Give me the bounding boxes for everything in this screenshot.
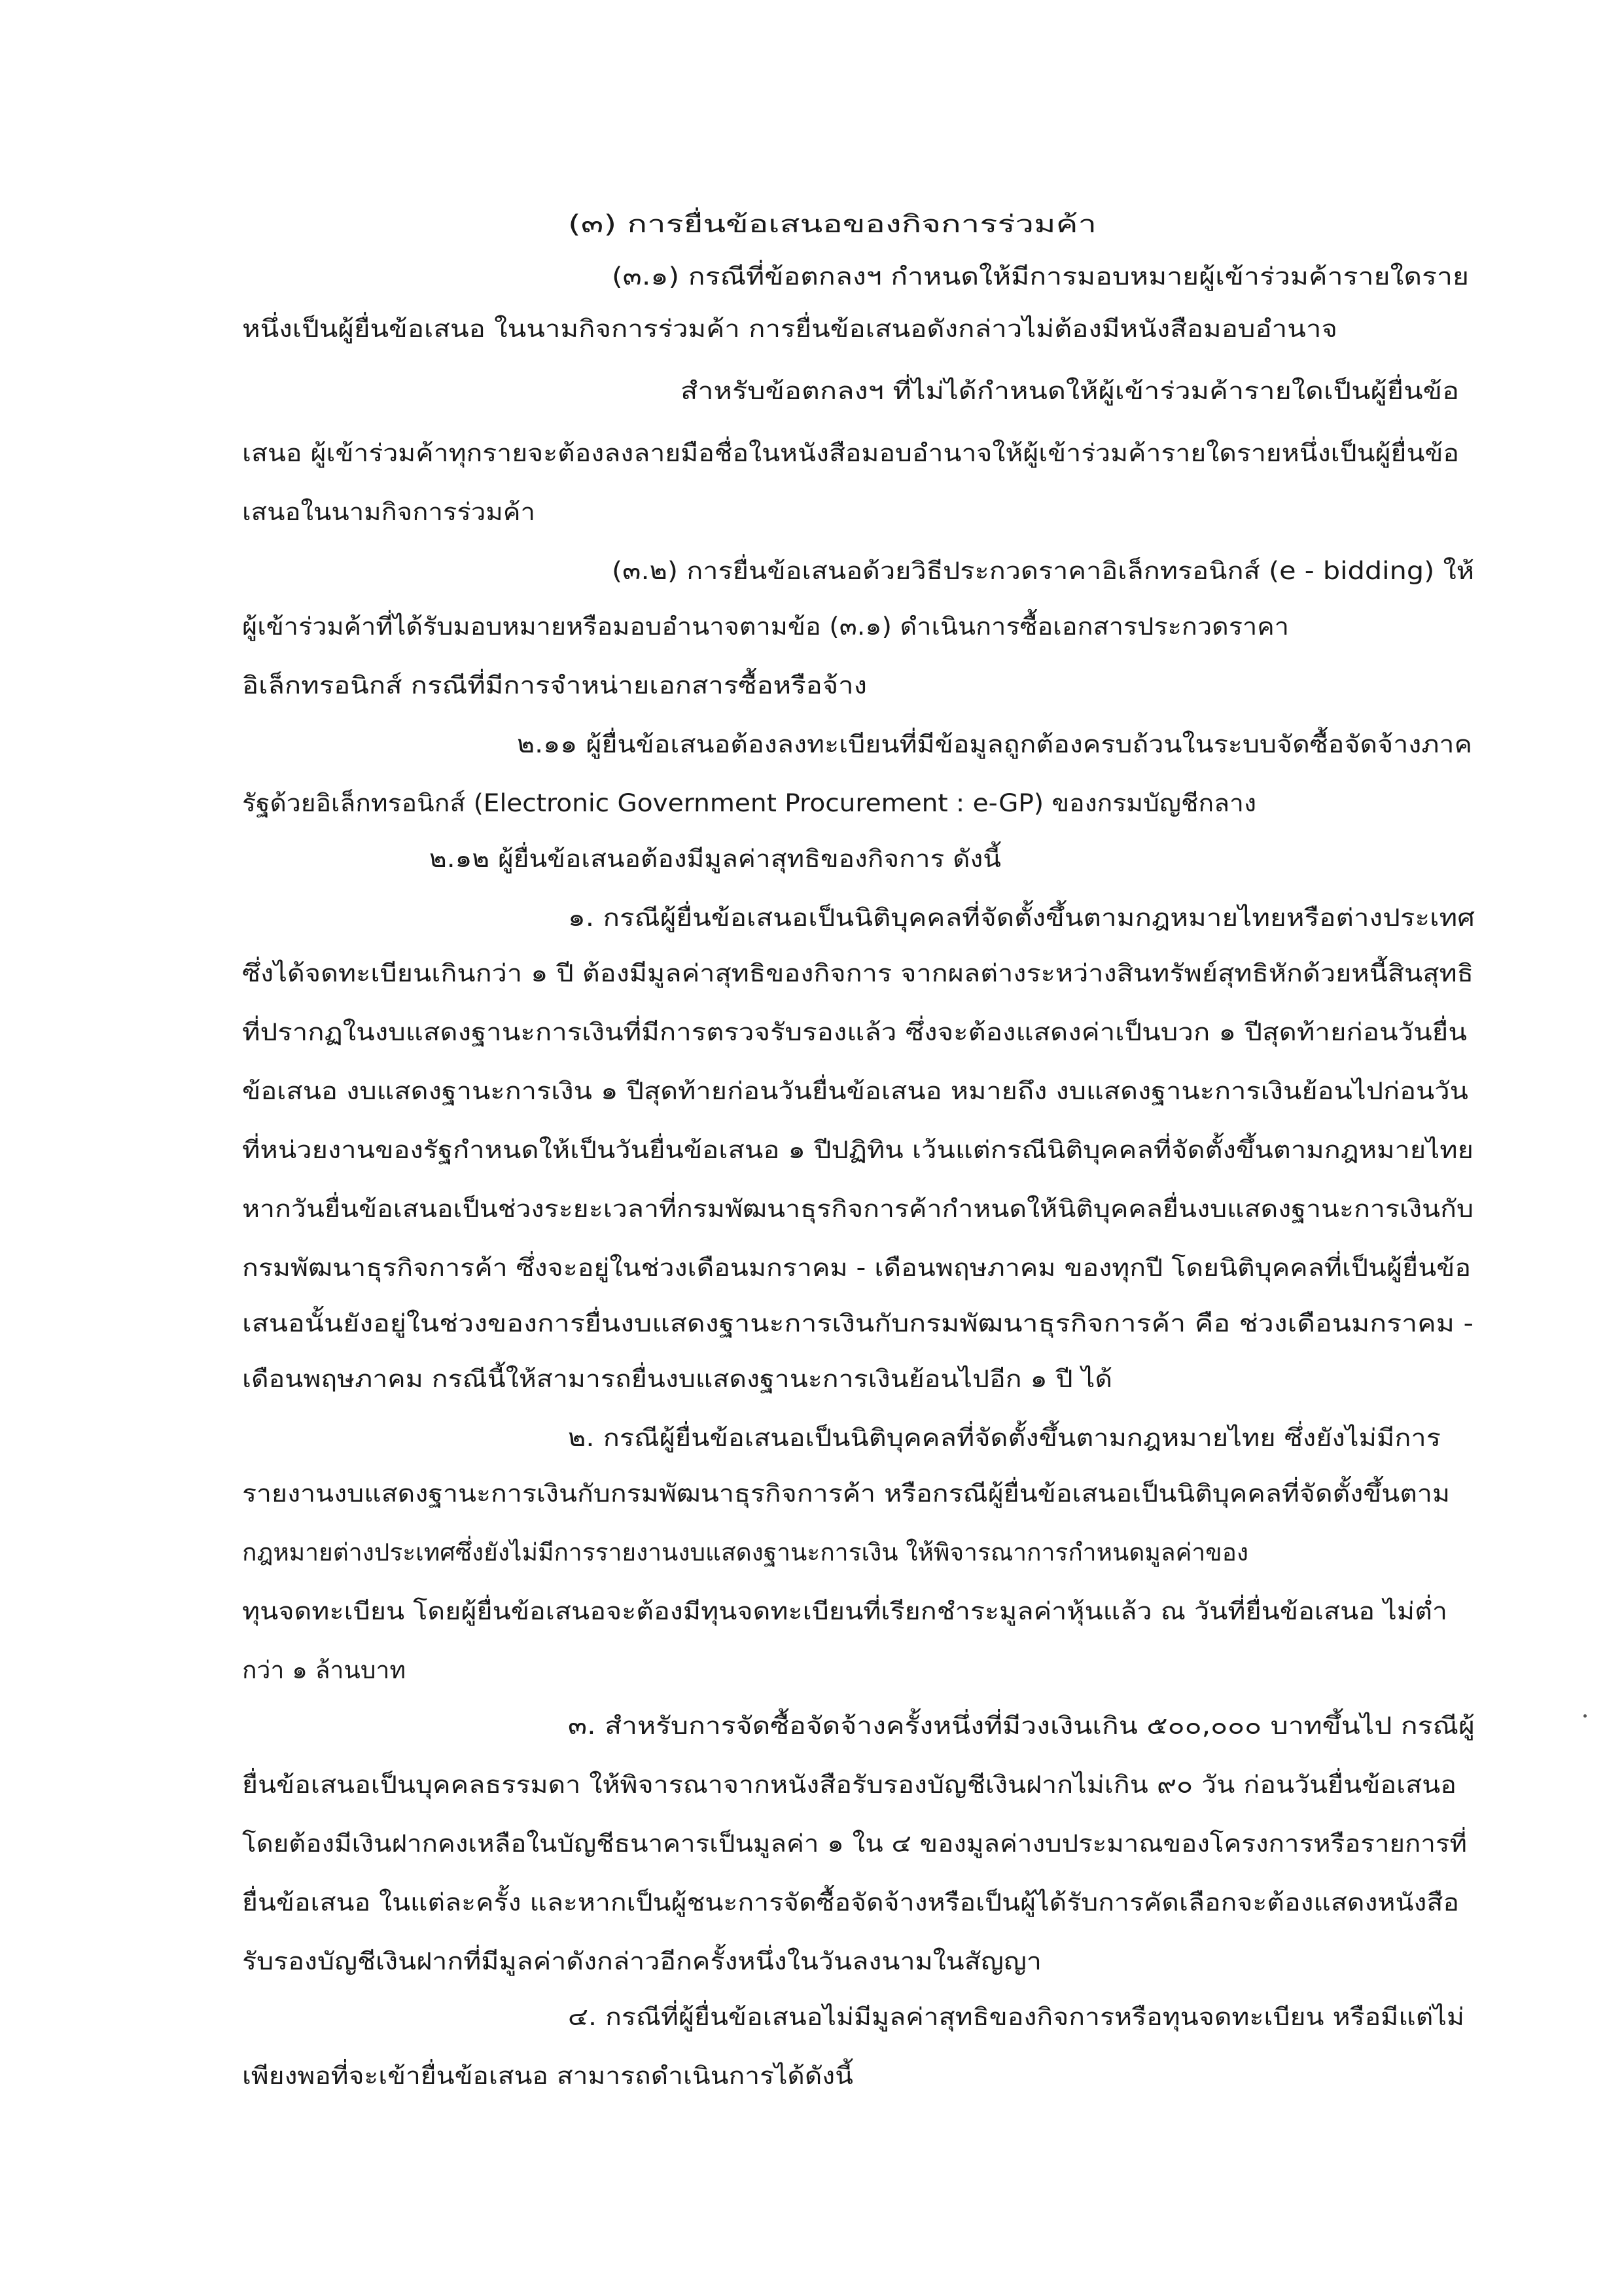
section-3-heading: (๓) การยื่นข้อเสนอของกิจการร่วมค้า xyxy=(568,210,1097,238)
item-3-line-4: ยื่นข้อเสนอ ในแต่ละครั้ง และหากเป็นผู้ชนะการจัดซื้อจัดจ้างหรือเป็นผู้ได้รับการคัดเลือกจะต้องแสดงหนังสือ xyxy=(242,1888,1459,1916)
clause-2-11-line-1: ๒.๑๑ ผู้ยื่นข้อเสนอต้องลงทะเบียนที่มีข้อมูลถูกต้องครบถ้วนในระบบจัดซื้อจัดจ้างภาค xyxy=(517,730,1472,758)
item-1-line-7: กรมพัฒนาธุรกิจการค้า ซึ่งจะอยู่ในช่วงเดือนมกราคม - เดือนพฤษภาคม ของทุกปี โดยนิติบุคคลที่เป็นผู้ยื่นข้อ xyxy=(242,1254,1471,1282)
item-3-line-2: ยื่นข้อเสนอเป็นบุคคลธรรมดา ให้พิจารณาจากหนังสือรับรองบัญชีเงินฝากไม่เกิน ๙๐ วัน ก่อนวันยื่นข้อเสนอ xyxy=(242,1771,1456,1799)
item-2-line-1: ๒. กรณีผู้ยื่นข้อเสนอเป็นนิติบุคคลที่จัดตั้งขึ้นตามกฎหมายไทย ซึ่งยังไม่มีการ xyxy=(568,1424,1441,1452)
item-2-line-3: กฎหมายต่างประเทศซึ่งยังไม่มีการรายงานงบแสดงฐานะการเงิน ให้พิจารณาการกำหนดมูลค่าของ xyxy=(242,1538,1248,1566)
clause-3-2-line-3: อิเล็กทรอนิกส์ กรณีที่มีการจำหน่ายเอกสารซื้อหรือจ้าง xyxy=(242,671,867,699)
item-4-line-2: เพียงพอที่จะเข้ายื่นข้อเสนอ สามารถดำเนินการได้ดังนี้ xyxy=(242,2062,853,2090)
clause-2-11-line-2: รัฐด้วยอิเล็กทรอนิกส์ (Electronic Government Procurement : e-GP) ของกรมบัญชีกลาง xyxy=(242,789,1256,817)
clause-3-1-line-5: เสนอในนามกิจการร่วมค้า xyxy=(242,498,535,526)
item-3-line-3: โดยต้องมีเงินฝากคงเหลือในบัญชีธนาคารเป็นมูลค่า ๑ ใน ๔ ของมูลค่างบประมาณของโครงการหรือรายการที่ xyxy=(242,1829,1467,1858)
item-2-line-2: รายงานงบแสดงฐานะการเงินกับกรมพัฒนาธุรกิจการค้า หรือกรณีผู้ยื่นข้อเสนอเป็นนิติบุคคลที่จัดตั้งขึ้นตาม xyxy=(242,1479,1450,1508)
clause-3-1-line-4: เสนอ ผู้เข้าร่วมค้าทุกรายจะต้องลงลายมือชื่อในหนังสือมอบอำนาจให้ผู้เข้าร่วมค้ารายใดรายหนึ่งเป็นผู้ยื่นข้อ xyxy=(242,439,1459,467)
item-1-line-3: ที่ปรากฏในงบแสดงฐานะการเงินที่มีการตรวจรับรองแล้ว ซึ่งจะต้องแสดงค่าเป็นบวก ๑ ปีสุดท้ายก่อนวันยื่น xyxy=(242,1018,1467,1046)
item-1-line-6: หากวันยื่นข้อเสนอเป็นช่วงระยะเวลาที่กรมพัฒนาธุรกิจการค้ากำหนดให้นิติบุคคลยื่นงบแสดงฐานะการเงินกับ xyxy=(242,1195,1474,1223)
item-1-line-9: เดือนพฤษภาคม กรณีนี้ให้สามารถยื่นงบแสดงฐานะการเงินย้อนไปอีก ๑ ปี ได้ xyxy=(242,1365,1112,1393)
item-3-line-1: ๓. สำหรับการจัดซื้อจัดจ้างครั้งหนึ่งที่มีวงเงินเกิน ๕๐๐,๐๐๐ บาทขึ้นไป กรณีผู้ xyxy=(568,1712,1475,1740)
item-2-line-4: ทุนจดทะเบียน โดยผู้ยื่นข้อเสนอจะต้องมีทุนจดทะเบียนที่เรียกชำระมูลค่าหุ้นแล้ว ณ วันที่ยื่นข้อเสนอ ไม่ต่ำ xyxy=(242,1597,1447,1625)
item-1-line-1: ๑. กรณีผู้ยื่นข้อเสนอเป็นนิติบุคคลที่จัดตั้งขึ้นตามกฎหมายไทยหรือต่างประเทศ xyxy=(568,904,1475,932)
item-1-line-4: ข้อเสนอ งบแสดงฐานะการเงิน ๑ ปีสุดท้ายก่อนวันยื่นข้อเสนอ หมายถึง งบแสดงฐานะการเงินย้อนไปก่อนวัน xyxy=(242,1077,1468,1105)
item-4-line-1: ๔. กรณีที่ผู้ยื่นข้อเสนอไม่มีมูลค่าสุทธิของกิจการหรือทุนจดทะเบียน หรือมีแต่ไม่ xyxy=(568,2003,1464,2031)
item-3-line-5: รับรองบัญชีเงินฝากที่มีมูลค่าดังกล่าวอีกครั้งหนึ่งในวันลงนามในสัญญา xyxy=(242,1947,1042,1975)
clause-3-2-line-1: (๓.๒) การยื่นข้อเสนอด้วยวิธีประกวดราคาอิเล็กทรอนิกส์ (e - bidding) ให้ xyxy=(612,557,1474,585)
scan-speck xyxy=(1583,1714,1587,1718)
clause-3-1-line-1: (๓.๑) กรณีที่ข้อตกลงฯ กำหนดให้มีการมอบหมายผู้เข้าร่วมค้ารายใดราย xyxy=(612,262,1469,291)
item-1-line-8: เสนอนั้นยังอยู่ในช่วงของการยื่นงบแสดงฐานะการเงินกับกรมพัฒนาธุรกิจการค้า คือ ช่วงเดือนมกราคม - xyxy=(242,1309,1474,1337)
clause-3-1-line-2: หนึ่งเป็นผู้ยื่นข้อเสนอ ในนามกิจการร่วมค้า การยื่นข้อเสนอดังกล่าวไม่ต้องมีหนังสือมอบอำนาจ xyxy=(242,315,1337,343)
clause-3-2-line-2: ผู้เข้าร่วมค้าที่ได้รับมอบหมายหรือมอบอำนาจตามข้อ (๓.๑) ดำเนินการซื้อเอกสารประกวดราคา xyxy=(242,612,1289,641)
item-2-line-5: กว่า ๑ ล้านบาท xyxy=(242,1656,406,1684)
item-1-line-2: ซึ่งได้จดทะเบียนเกินกว่า ๑ ปี ต้องมีมูลค่าสุทธิของกิจการ จากผลต่างระหว่างสินทรัพย์สุทธิหักด้วยหนี้สินสุทธิ xyxy=(242,959,1474,987)
clause-2-12-heading: ๒.๑๒ ผู้ยื่นข้อเสนอต้องมีมูลค่าสุทธิของกิจการ ดังนี้ xyxy=(429,845,1001,873)
item-1-line-5: ที่หน่วยงานของรัฐกำหนดให้เป็นวันยื่นข้อเสนอ ๑ ปีปฏิทิน เว้นแต่กรณีนิติบุคคลที่จัดตั้งขึ้นตามกฎหมายไทย xyxy=(242,1136,1474,1164)
clause-3-1-line-3: สำหรับข้อตกลงฯ ที่ไม่ได้กำหนดให้ผู้เข้าร่วมค้ารายใดเป็นผู้ยื่นข้อ xyxy=(680,377,1459,405)
